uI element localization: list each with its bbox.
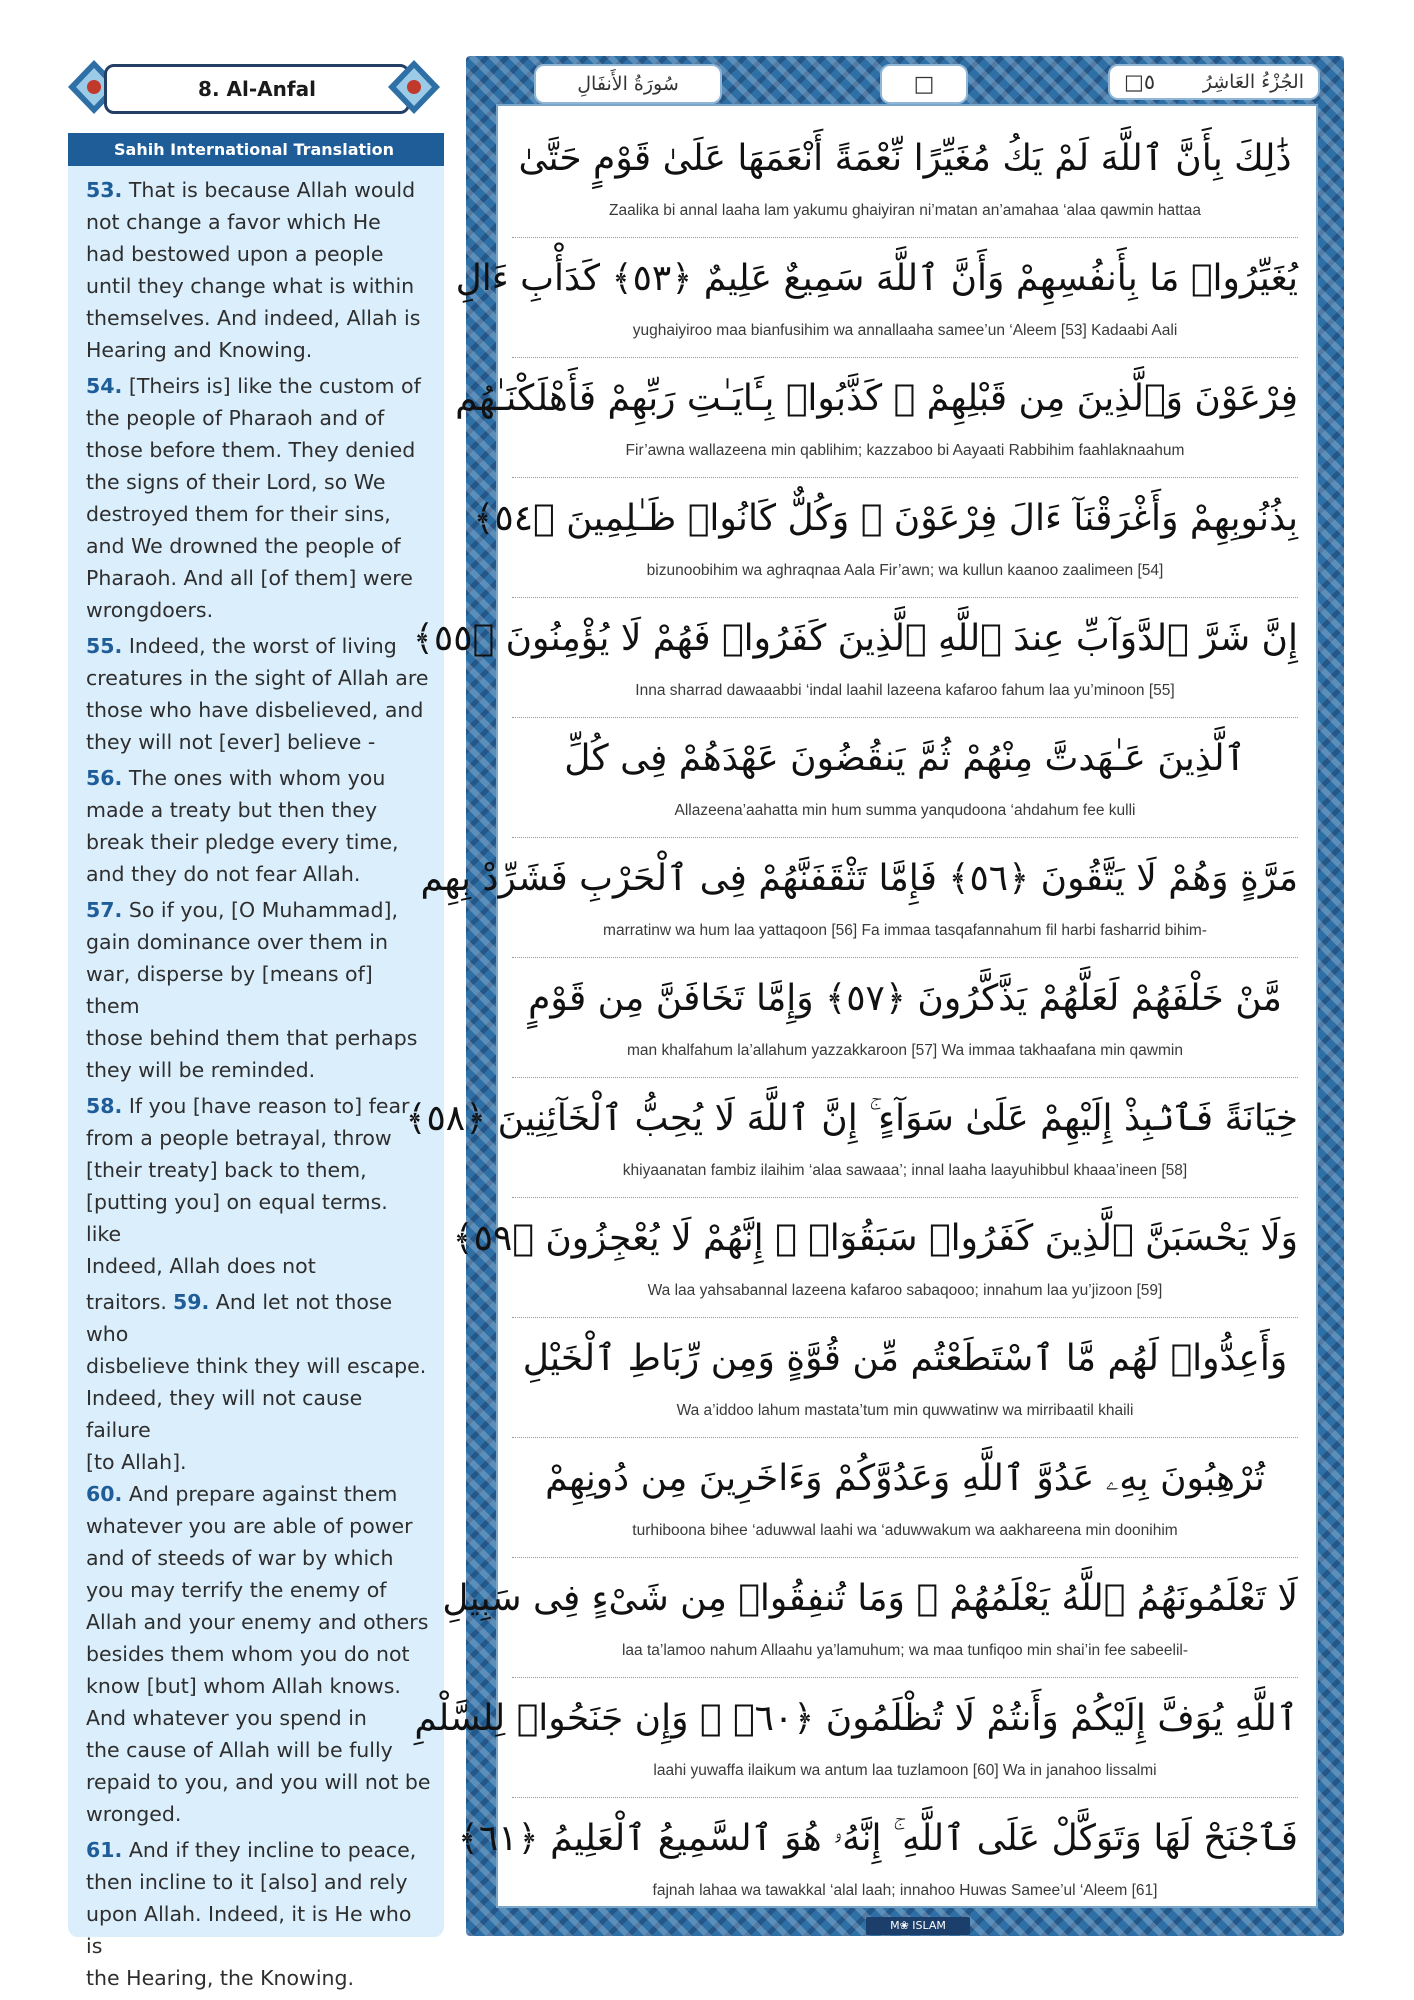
transliteration-text: Inna sharrad dawaaabbi ‘indal laahil lazeena kafaroo fahum laa yu’minoon [55]: [635, 682, 1175, 699]
translation-verse: [86, 1090, 432, 1282]
transliteration-text: laahi yuwaffa ilaikum wa antum laa tuzlamoon [60] Wa in janahoo lissalmi: [653, 1762, 1157, 1779]
verse-text: Indeed, the worst of living creatures in the sight of Allah are those who have disbelieved, and they will not [ever] believe -: [86, 634, 429, 754]
quran-line: [512, 718, 1298, 838]
transliteration-text: Allazeena’aahatta min hum summa yanqudoona ‘ahdahum fee kulli: [674, 802, 1136, 819]
quran-line: [473, 478, 1298, 598]
transliteration-text: Wa a’iddoo lahum mastata’tum min quwwatinw wa mirribaatil khaili: [676, 1402, 1134, 1419]
verse-number: 57.: [86, 898, 123, 922]
quran-line: [455, 238, 1298, 358]
arabic-text: مَّنْ خَلْفَهُمْ لَعَلَّهُمْ يَذَّكَّرُونَ ﴿٥٧﴾ وَإِمَّا تَخَافَنَّ مِن قَوْمٍ: [528, 978, 1282, 1019]
arabic-text: ٱلَّذِينَ عَـٰهَدتَّ مِنْهُمْ ثُمَّ يَنقُضُونَ عَهْدَهُمْ فِى كُلِّ: [564, 738, 1246, 779]
quran-line: [512, 958, 1298, 1078]
translation-verse: [86, 894, 432, 1086]
quran-line: [455, 358, 1298, 478]
juz-number: □٥: [1124, 70, 1156, 94]
verse-number: 61.: [86, 1838, 123, 1862]
arabic-text: مَرَّةٍ وَهُمْ لَا يَتَّقُونَ ﴿٥٦﴾ فَإِمَّا تَثْقَفَنَّهُمْ فِى ٱلْحَرْبِ فَشَرِّدْ بِهِم: [420, 858, 1298, 899]
quran-line: [412, 598, 1298, 718]
verse-text: The ones with whom you made a treaty but then they break their pledge every time, and they do not fear Allah.: [86, 766, 399, 886]
transliteration-text: yughaiyiroo maa bianfusihim wa annallaaha samee’un ‘Aleem [53] Kadaabi Aali: [632, 322, 1178, 339]
translation-text: [68, 166, 444, 1994]
quran-line: [452, 1198, 1298, 1318]
verse-number: 56.: [86, 766, 123, 790]
arabic-text: إِنَّ شَرَّ ٱلدَّوَآبِّ عِندَ ٱللَّهِ ٱلَّذِينَ كَفَرُوا۟ فَهُمْ لَا يُؤْمِنُونَ ﴿٥٥﴾: [412, 618, 1298, 659]
quran-line: [405, 1078, 1298, 1198]
quran-line: [457, 1798, 1298, 1918]
verse-text: And prepare against them whatever you are able of power and of steeds of war by which you may terrify the enemy of Allah and your enemy and others besides them whom you do not know [but] whom Allah knows. And whatever you spend in the cause of Allah will be fully repaid to you, and you will not be wronged.: [86, 1482, 431, 1826]
verse-text: And if they incline to peace, then incline to it [also] and rely upon Allah. Indeed, it is He who is the Hearing, the Knowing.: [86, 1838, 417, 1990]
quran-lines: [405, 118, 1298, 1918]
translation-verse: [86, 370, 432, 626]
brand-footer: M❀ ISLAM: [866, 1917, 970, 1935]
arabic-text: وَلَا يَحْسَبَنَّ ٱلَّذِينَ كَفَرُوا۟ سَبَقُوٓا۟ ۚ إِنَّهُمْ لَا يُعْجِزُونَ ﴿٥٩﴾: [452, 1218, 1298, 1259]
transliteration-text: turhiboona bihee ‘aduwwal laahi wa ‘aduwwakum wa aakhareena min doonihim: [632, 1522, 1178, 1539]
arabic-text: فِرْعَوْنَ وَٱلَّذِينَ مِن قَبْلِهِمْ ۚ كَذَّبُوا۟ بِـَٔايَـٰتِ رَبِّهِمْ فَأَهْلَكْنَـٰهُم: [455, 378, 1298, 419]
translation-verse: [86, 762, 432, 890]
translation-verse: [86, 1290, 167, 1314]
verse-text: That is because Allah would not change a favor which He had bestowed upon a people until they change what is within themselves. And indeed, Allah is Hearing and Knowing.: [86, 178, 421, 362]
quran-line: [512, 1318, 1298, 1438]
page-number: □: [880, 64, 968, 104]
arabic-text: تُرْهِبُونَ بِهِۦ عَدُوَّ ٱللَّهِ وَعَدُوَّكُمْ وَءَاخَرِينَ مِن دُونِهِمْ: [545, 1458, 1265, 1499]
transliteration-text: laa ta’lamoo nahum Allaahu ya’lamuhum; wa maa tunfiqoo min shai’in fee sabeelil-: [621, 1642, 1189, 1659]
arabic-text: وَأَعِدُّوا۟ لَهُم مَّا ٱسْتَطَعْتُم مِّن قُوَّةٍ وَمِن رِّبَاطِ ٱلْخَيْلِ: [522, 1338, 1288, 1379]
arabic-text: بِذُنُوبِهِمْ وَأَغْرَقْنَآ ءَالَ فِرْعَوْنَ ۚ وَكُلٌّ كَانُوا۟ ظَـٰلِمِينَ ﴿٥٤﴾: [473, 498, 1298, 539]
arabic-text: يُغَيِّرُوا۟ مَا بِأَنفُسِهِمْ وَأَنَّ ٱللَّهَ سَمِيعٌ عَلِيمٌ ﴿٥٣﴾ كَدَأْبِ ءَالِ: [455, 258, 1298, 299]
arabic-text: فَٱجْنَحْ لَهَا وَتَوَكَّلْ عَلَى ٱللَّهِ ۚ إِنَّهُۥ هُوَ ٱلسَّمِيعُ ٱلْعَلِيمُ ﴿٦١﴾: [457, 1818, 1298, 1859]
surah-name-header: سُورَةُ الأَنفَالِ: [534, 64, 722, 104]
verse-text: And let not those who disbelieve think they will escape. Indeed, they will not cause failure [to Allah].: [86, 1290, 427, 1474]
translation-verse: [86, 1834, 432, 1994]
translation-verse: [86, 174, 432, 366]
ornament-right-icon: [386, 58, 442, 116]
translation-panel: [68, 133, 444, 1990]
transliteration-text: fajnah lahaa wa tawakkal ‘alal laah; innahoo Huwas Samee’ul ‘Aleem [61]: [652, 1882, 1158, 1899]
surah-title: 8. Al-Anfal: [104, 64, 410, 114]
transliteration-text: Zaalika bi annal laaha lam yakumu ghaiyiran ni’matan an’amahaa ‘alaa qawmin hattaa: [609, 202, 1201, 219]
arabic-text: ٱللَّهِ يُوَفَّ إِلَيْكُمْ وَأَنتُمْ لَا تُظْلَمُونَ ﴿٦٠﴾ ۞ وَإِن جَنَحُوا۟ لِلسَّلْمِ: [414, 1698, 1298, 1739]
quran-line: [512, 1438, 1298, 1558]
translation-verse: [86, 1290, 426, 1474]
translation-verse: [86, 630, 432, 758]
verse-text: traitors.: [86, 1290, 167, 1314]
transliteration-text: bizunoobihim wa aghraqnaa Aala Fir’awn; wa kullun kaanoo zaalimeen [54]: [646, 562, 1164, 579]
arabic-text: خِيَانَةً فَٱنۢبِذْ إِلَيْهِمْ عَلَىٰ سَوَآءٍ ۚ إِنَّ ٱللَّهَ لَا يُحِبُّ ٱلْخَآئِنِينَ ﴿٥٨﴾: [405, 1098, 1298, 1139]
quran-line: [420, 838, 1298, 958]
verse-text: So if you, [O Muhammad], gain dominance over them in war, disperse by [means of] them those behind them that perhaps they will be reminded.: [86, 898, 418, 1082]
verse-number: 59.: [172, 1290, 210, 1314]
juz-name: الجُزْءُ العَاشِرُ: [1202, 71, 1304, 93]
verse-number: 58.: [86, 1094, 123, 1118]
translation-header: Sahih International Translation: [68, 133, 444, 166]
quran-line: [414, 1678, 1298, 1798]
transliteration-text: khiyaanatan fambiz ilaihim ‘alaa sawaaa’; innal laaha laayuhibbul khaaa’ineen [58]: [622, 1162, 1188, 1179]
juz-header: [1108, 64, 1320, 100]
verse-number: 55.: [86, 634, 123, 658]
transliteration-text: marratinw wa hum laa yattaqoon [56] Fa immaa tasqafannahum fil harbi fasharrid bihim-: [603, 922, 1207, 939]
transliteration-text: Fir’awna wallazeena min qablihim; kazzaboo bi Aayaati Rabbihim faahlaknaahum: [625, 442, 1185, 459]
surah-title-banner: [66, 56, 442, 120]
translation-verse: [86, 1478, 432, 1830]
verse-number: 54.: [86, 374, 123, 398]
quran-line: [442, 1558, 1298, 1678]
arabic-text: لَا تَعْلَمُونَهُمُ ٱللَّهُ يَعْلَمُهُمْ ۚ وَمَا تُنفِقُوا۟ مِن شَىْءٍ فِى سَبِيلِ: [442, 1578, 1298, 1619]
verse-text: [Theirs is] like the custom of the people of Pharaoh and of those before them. They denied the signs of their Lord, so We destroyed them for their sins, and We drowned the people of Pharaoh. And all [of them] were wrongdoers.: [86, 374, 421, 622]
quran-line: [512, 118, 1298, 238]
transliteration-text: Wa laa yahsabannal lazeena kafaroo sabaqooo; innahum laa yu’jizoon [59]: [647, 1282, 1163, 1299]
transliteration-text: man khalfahum la’allahum yazzakkaroon [57] Wa immaa takhaafana min qawmin: [627, 1042, 1183, 1059]
verse-text: If you [have reason to] fear from a people betrayal, throw [their treaty] back to them, [putting you] on equal terms. like Indeed, Allah does not: [86, 1094, 410, 1278]
arabic-text: ذَٰلِكَ بِأَنَّ ٱللَّهَ لَمْ يَكُ مُغَيِّرًا نِّعْمَةً أَنْعَمَهَا عَلَىٰ قَوْمٍ حَتَّىٰ: [518, 138, 1292, 179]
verse-number: 60.: [86, 1482, 123, 1506]
verse-number: 53.: [86, 178, 123, 202]
